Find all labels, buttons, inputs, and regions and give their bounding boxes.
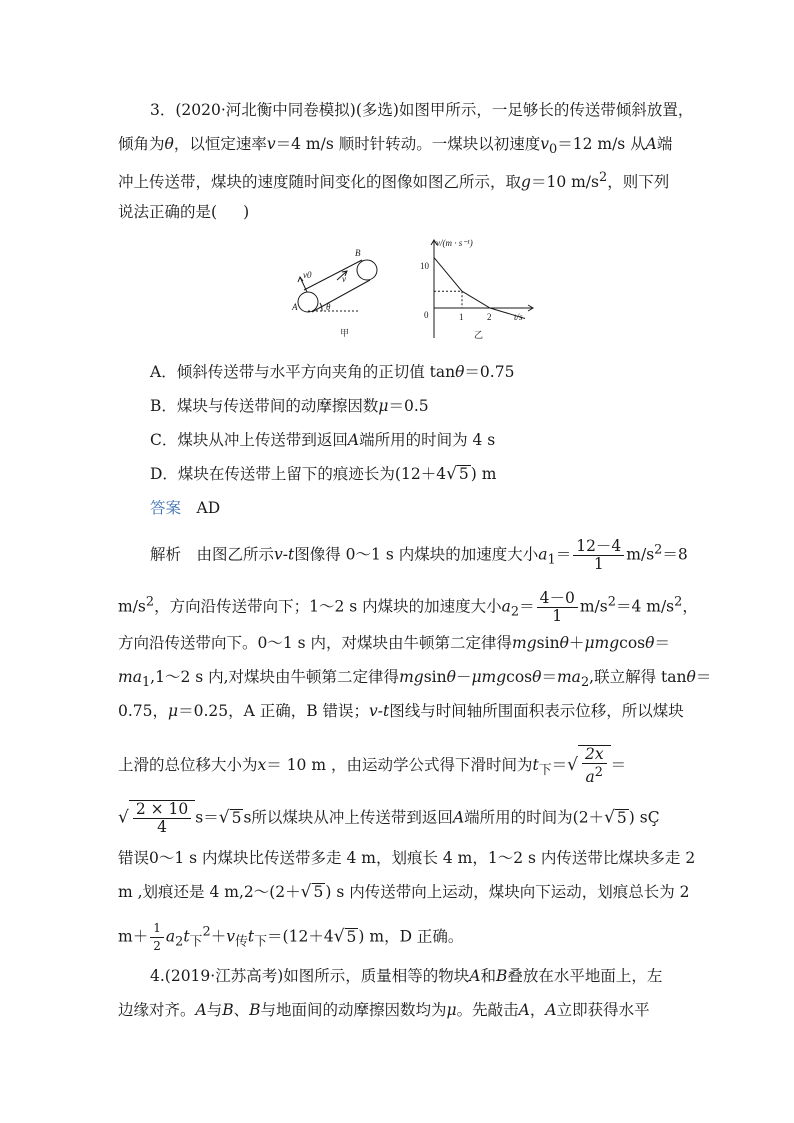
solution-line-6: 上滑的总位移大小为x＝ 10 m ，由运动学公式得下滑时间为$t_下=√$ $\frac{2x}{a^2}$ ＝ (118, 745, 627, 787)
q3-text: 说法正确的是( (118, 203, 218, 221)
option-text: ) m (470, 465, 497, 483)
radical-sign: √ (118, 807, 129, 828)
theta-symbol: θ (455, 363, 465, 381)
fraction: $\frac{12-4}{1}$ (573, 538, 624, 573)
option-b[interactable] (150, 396, 429, 416)
figure-jia (290, 244, 390, 344)
option-text: ＝0.5 (388, 397, 429, 415)
label-v0: v0 (303, 270, 312, 280)
origin-label: 0 (424, 310, 429, 320)
q3-text: 倾角为 (118, 135, 165, 153)
option-text: 端所用的时间为 4 s (359, 431, 496, 449)
theta-symbol: θ (164, 135, 174, 153)
option-a[interactable] (150, 362, 514, 382)
label-a: A (292, 302, 298, 312)
radical-sign: √ (218, 807, 230, 828)
x-axis-label: t/s (514, 312, 523, 322)
v-symbol: v (266, 135, 276, 153)
solution-line-8: 错误0～1 s 内煤块比传送带多走 4 m，划痕长 4 m，1～2 s 内传送带比煤块多走 2 (118, 849, 696, 867)
q3-text: ＝10 m/s (530, 173, 599, 192)
q3-text: ＝12 m/s 从 (557, 135, 646, 153)
q3-text: ) (243, 203, 250, 221)
q3-text: ＝4 m/s 顺时针转动。一煤块以初速度 (275, 135, 541, 153)
q3-text: ，以恒定速率 (173, 135, 267, 153)
option-text: D．煤块在传送带上留下的痕迹长为(12＋4 (150, 465, 447, 483)
caption-jia: 甲 (340, 328, 350, 338)
pulley-a (298, 292, 318, 312)
solution-line-9: m ,划痕还是 4 m,2～(2＋√ 5 ) s 内传送带向上运动，煤块向下运动，划痕总长为 2 (118, 882, 690, 902)
q3-line-4 (118, 202, 249, 222)
radical-sign: √ (567, 755, 578, 776)
x-tick-label-1: 1 (459, 312, 464, 322)
label-v: v (342, 274, 346, 284)
superscript: 2 (598, 170, 608, 185)
subscript: 0 (549, 142, 558, 158)
option-text: C．煤块从冲上传送带到返回 (150, 431, 348, 449)
v0-symbol: v (540, 135, 549, 153)
q4-line-1: 4.(2019·江苏高考)如图所示，质量相等的物块A和B叠放在水平地面上，左 (150, 967, 663, 985)
q3-text: 端 (656, 135, 673, 153)
caption-yi: 乙 (474, 330, 484, 340)
g-symbol: g (521, 173, 531, 192)
q4-line-2: 边缘对齐。A与B、B与地面间的动摩擦因数均为μ。先敲击A，A立即获得水平 (118, 1001, 650, 1019)
solution-line-1: 解析 由图乙所示v-t图像得 0～1 s 内煤块的加速度大小$a_1=$ $\frac{12-4}{1}$ $m/s^2=8$ (150, 537, 688, 573)
label-b: B (355, 248, 361, 258)
fraction: $\frac{4-0}{1}$ (537, 590, 578, 625)
option-c[interactable] (150, 430, 495, 450)
fraction: $\frac{2x}{a^2}$ (582, 746, 607, 786)
label-theta: θ (326, 302, 331, 312)
option-text: A．倾斜传送带与水平方向夹角的正切值 tan (150, 363, 456, 381)
x-tick-label-2: 2 (487, 312, 492, 322)
solution-line-10: m＋ $\frac{1}{2}$ $a_2t_下^2+v_传t_下=(12+4√$ 5 ) m，D 正确。 (118, 921, 464, 953)
answer-line (150, 498, 220, 518)
answer-value: AD (196, 499, 221, 517)
mu-symbol: μ (378, 397, 389, 415)
solution-line-7: √ $\frac{2 \times 10}{4}$ s＝√ 5 s所以煤块从冲上传送带到返回A端所用的时间为(2＋√ 5 ) sÇ (118, 800, 660, 836)
fraction: $\frac{1}{2}$ (150, 920, 164, 955)
pulley-b (357, 260, 377, 280)
solution-line-3: 方向沿传送带向下。0～1 s 内，对煤块由牛顿第二定律得mgsinθ＋μmgcosθ＝ (118, 634, 670, 652)
q3-text: 冲上传送带，煤块的速度随时间变化的图像如图乙所示，取 (118, 173, 522, 192)
vt-series-line (434, 258, 525, 319)
sqrt-content (578, 745, 611, 786)
y-tick-label: 10 (420, 261, 429, 271)
sqrt-content: 5 (458, 465, 469, 483)
solution-line-4: $ma_1,1\sim 2$ s 内,对煤块由牛顿第二定律得$mgsin\theta-\mu mgcos\theta=ma_2$,联立解得 tanθ＝ (118, 668, 712, 691)
option-text: B．煤块与传送带间的动摩擦因数 (150, 397, 379, 415)
solution-line-5: 0.75，μ＝0.25，A 正确，B 错误；v-t图线与时间轴所围面积表示位移，所以煤块 (118, 702, 684, 720)
fraction: $\frac{2 \times 10}{4}$ (133, 801, 191, 836)
option-d[interactable] (150, 464, 496, 484)
solution-line-2: $m/s^2$，方向沿传送带向下；1～2 s 内煤块的加速度大小$a_2=$ $\frac{4-0}{1}$ $m/s^2=4$ $m/s^2$， (118, 589, 698, 625)
figure-yi (410, 234, 540, 344)
belt-top (304, 260, 362, 290)
a-symbol: A (645, 135, 657, 153)
radical-sign: √ (333, 926, 345, 947)
radical-sign: √ (446, 464, 457, 484)
radical-sign: √ (604, 807, 615, 828)
q3-text: 3．(2020·河北衡中同卷模拟)(多选)如图甲所示，一足够长的传送带倾斜放置， (150, 101, 694, 119)
belt-bottom (312, 280, 370, 312)
q3-line-1 (150, 100, 693, 120)
q3-text: ，则下列 (607, 173, 670, 192)
q3-line-2 (118, 134, 672, 160)
answer-label: 答案 (150, 499, 182, 517)
option-text: ＝0.75 (464, 363, 515, 381)
sqrt-content (129, 800, 195, 836)
radical-sign: √ (300, 882, 312, 902)
y-axis-label: v/(m · s⁻¹) (436, 238, 473, 248)
q3-line-3 (118, 168, 669, 192)
a-symbol: A (347, 431, 360, 449)
